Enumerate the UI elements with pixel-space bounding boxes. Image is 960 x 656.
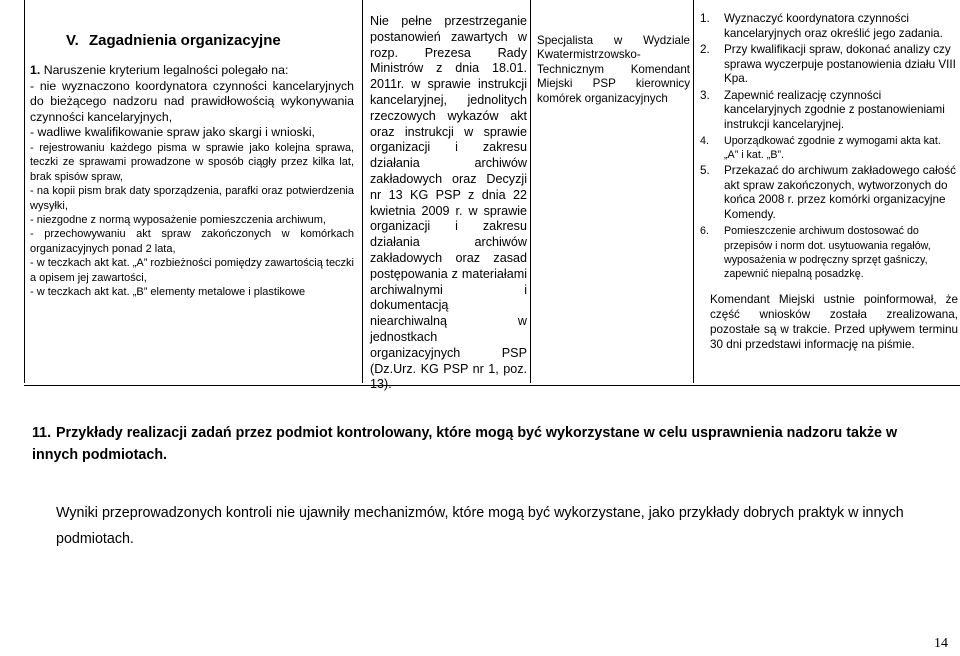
findings-cell: [30, 0, 354, 299]
finding-item: - na kopii pism brak daty sporządzenia, parafki oraz potwierdzenia wysyłki,: [30, 185, 354, 212]
status-note: Komendant Miejski ustnie poinformował, że część wniosków została zrealizowana, pozostałe są w trakcie. Przed upływem terminu 30 dni przedstawi informację na piśmie.: [710, 293, 958, 351]
findings-lead: 1. Naruszenie kryterium legalności polegało na:: [30, 63, 289, 77]
finding-item: - nie wyznaczono koordynatora czynności kancelaryjnych do bieżącego nadzoru nad prawidłowością wykonywania czynności kancelaryjnych,: [30, 78, 354, 124]
recommendation-item: 5. Przekazać do archiwum zakładowego całość akt spraw zakończonych, wytworzonych do końca 2008 r. przez komórki organizacyjne Komendy.: [700, 164, 956, 221]
table-divider-1: [362, 0, 363, 383]
finding-item: - w teczkach akt kat. „B” elementy metalowe i plastikowe: [30, 286, 306, 299]
recommendations-cell: [700, 0, 958, 352]
recommendations-list: [700, 12, 958, 281]
page-number: 14: [934, 636, 948, 651]
table-border-left: [24, 0, 25, 383]
finding-item: - rejestrowaniu każdego pisma w sprawie jako kolejna sprawa, teczki ze sprawami prowadzone w sposób ciągły przez kilka lat, brak spisów spraw,: [30, 141, 354, 183]
recommendation-item: 2. Przy kwalifikacji spraw, dokonać analizy czy sprawa wyczerpuje postanowienia działu VIII Kpa.: [700, 43, 956, 85]
recommendation-item: 4. Uporządkować zgodnie z wymogami akta kat. „A” i kat. „B”.: [700, 135, 941, 162]
table-divider-2: [530, 0, 531, 383]
responsible-cell: [537, 0, 690, 106]
finding-item: - przechowywaniu akt spraw zakończonych w komórkach organizacyjnych ponad 2 lata,: [30, 228, 354, 255]
section-heading: V. Zagadnienia organizacyjne: [66, 32, 281, 49]
recommendation-item: 3. Zapewnić realizację czynności kancelaryjnych zgodnie z postanowieniami instrukcji kancelaryjnej.: [700, 88, 945, 131]
finding-item: - w teczkach akt kat. „A” rozbieżności pomiędzy zawartością teczki a opisem jej zawartości,: [30, 257, 355, 284]
answer-paragraph: Wyniki przeprowadzonych kontroli nie ujawniły mechanizmów, które mogą być wykorzystane, jako przykłady dobrych praktyk w innych podmiotach.: [56, 505, 904, 547]
legal-basis-cell: [370, 0, 527, 393]
legal-basis-text: Nie pełne przestrzeganie postanowień zawartych w rozp. Prezesa Rady Ministrów z dnia 18.01. 2011r. w sprawie instrukcji kancelaryjnej, jednolitych rzeczowych wykazów akt oraz instrukcji w sprawie organizacji i zakresu działania archiwów zakładowych oraz Decyzji nr 13 KG PSP z dnia 22 kwietnia 2009 r. w sprawie organizacji i zakresu działania archiwów zakładowych oraz zasad postępowania z materiałami archiwalnymi i dokumentacją niearchiwalną w jednostkach organizacyjnych PSP (Dz.Urz. KG PSP nr 1, poz. 13).: [370, 14, 527, 392]
question-heading: 11. Przykłady realizacji zadań przez podmiot kontrolowany, które mogą być wykorzystane w celu usprawnienia nadzoru także w innych podmiotach.: [32, 425, 898, 463]
recommendation-item: 1. Wyznaczyć koordynatora czynności kancelaryjnych oraz określić jego zadania.: [700, 12, 943, 40]
table-divider-3: [693, 0, 694, 383]
finding-item: - niezgodne z normą wyposażenie pomieszczenia archiwum,: [30, 214, 326, 226]
recommendation-item: 6. Pomieszczenie archiwum dostosować do przepisów i norm dot. usytuowania regałów, wyposażenia w podręczny sprzęt gaśniczy, zapewnić niepalną posadzkę.: [700, 225, 931, 281]
finding-item: - wadliwe kwalifikowanie spraw jako skargi i wnioski,: [30, 125, 315, 140]
responsible-text: Specjalista w Wydziale Kwatermistrzowsko-Technicznym Komendant Miejski PSP kierownicy komórek organizacyjnych: [537, 34, 690, 105]
